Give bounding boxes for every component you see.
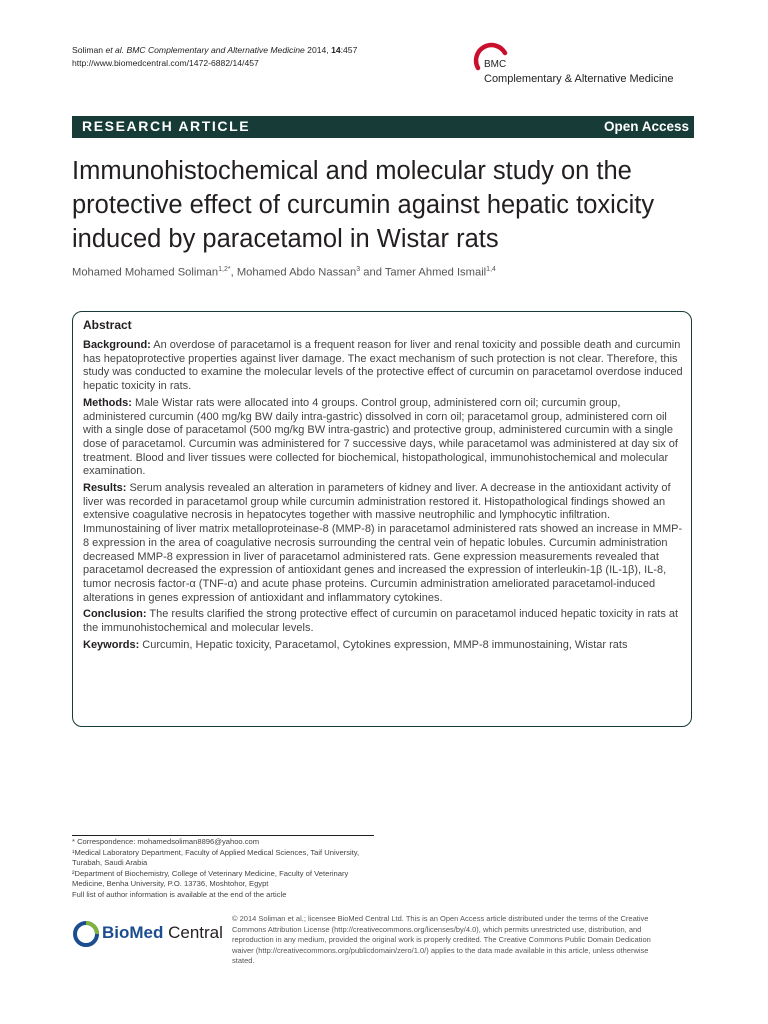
citation-page: :457 bbox=[340, 45, 358, 55]
correspondence-note[interactable]: * Correspondence: mohamedsoliman8896@yahoo.com bbox=[72, 837, 260, 846]
author-1[interactable]: Mohamed Mohamed Soliman bbox=[72, 266, 219, 279]
abstract-keywords bbox=[83, 639, 683, 653]
article-type-label: RESEARCH ARTICLE bbox=[82, 118, 251, 134]
section-label: Conclusion: bbox=[83, 608, 147, 621]
citation-etal: et al. bbox=[105, 45, 125, 55]
abstract-background bbox=[83, 339, 683, 394]
citation-authors: Soliman bbox=[72, 45, 106, 55]
license-text: © 2014 Soliman et al.; licensee BioMed Central Ltd. This is an Open Access article distributed under the terms of the Creative Commons Attribution License (http://creativecommons.org/licenses/by/4.0), which permits unrestricted use, distribution, and reproduction in any medium, provided the original work is properly credited. The Creative Commons Public Domain Dedication waiver (http://creativecommons.org/publicdomain/zero/1.0/) applies to the data made available in this article, unless otherwise stated. bbox=[232, 914, 651, 966]
citation-line bbox=[72, 44, 357, 57]
article-url[interactable]: http://www.biomedcentral.com/1472-6882/14/457 bbox=[72, 57, 259, 68]
author-list bbox=[72, 266, 496, 279]
affiliation-1: ¹Medical Laboratory Department, Faculty of Applied Medical Sciences, Taif University, Turabah, Saudi Arabia bbox=[72, 847, 360, 867]
section-text: Male Wistar rats were allocated into 4 groups. Control group, administered corn oil; curcumin group, administered curcumin (400 mg/kg BW daily intra-gastric) dissolved in corn oil; paracetamol group, administered corn oil with a single dose of paracetamol (500 mg/kg BW intra-gastric) and protective group, administered curcumin with a single dose of paracetamol. Curcumin was administered for 7 successive days, while paracetamol was administered at day six of treatment. Blood and liver tissues were collected for biochemical, histopathological, immunohistochemical and molecular examination. bbox=[83, 396, 678, 478]
section-text: Serum analysis revealed an alteration in parameters of kidney and liver. A decrease in the antioxidant activity of liver was recorded in paracetamol group while curcumin administration restored it. Histopathological findings showed an extensive coagulative necrosis in hepatocytes together with massive neutrophilic and lymphocytic infiltration. Immunostaining of liver matrix metalloproteinase-8 (MMP-8) in paracetamol administered rats showed an increase in MMP-8 expression in the area of coagulative necrosis surrounding the central vein of hepatic lobules. Curcumin administration decreased MMP-8 expression in liver of paracetamol administered rats. Gene expression measurements revealed that paracetamol decreased the expression of antioxidant genes and increased the expression of interleukin-1β (IL-1β), IL-8, tumor necrosis factor-α (TNF-α) and acute phase proteins. Curcumin administration ameliorated paracetamol-induced alterations in genes expression of antioxidant and inflammatory cytokines. bbox=[83, 482, 683, 604]
citation-volume: 14 bbox=[331, 45, 341, 55]
biomed-central-logo bbox=[72, 918, 232, 952]
wordmark-med: Med bbox=[129, 923, 164, 942]
section-text: Curcumin, Hepatic toxicity, Paracetamol, Cytokines expression, MMP-8 immunostaining, Wistar rats bbox=[139, 638, 628, 651]
open-access-label: Open Access bbox=[603, 119, 689, 134]
footnote-divider bbox=[72, 835, 374, 836]
abstract-conclusion bbox=[83, 608, 683, 635]
article-title: Immunohistochemical and molecular study on the protective effect of curcumin against hepatic toxicity induced by paracetamol in Wistar rats bbox=[72, 157, 655, 253]
affiliation-2: ²Department of Biochemistry, College of Veterinary Medicine, Faculty of Veterinary Medicine, Benha University, P.O. 13736, Moshtohor, Egypt bbox=[72, 868, 349, 888]
abstract-heading: Abstract bbox=[83, 318, 132, 332]
citation-year: 2014, bbox=[304, 45, 332, 55]
abstract-methods bbox=[83, 397, 683, 479]
author-3-affiliation: 1,4 bbox=[486, 266, 496, 273]
author-1-affiliation: 1,2* bbox=[218, 266, 231, 273]
section-label: Background: bbox=[83, 339, 151, 351]
abstract-box bbox=[72, 311, 692, 727]
journal-name: Complementary & Alternative Medicine bbox=[484, 73, 674, 85]
logo-bmc-text: BMC bbox=[484, 59, 507, 70]
section-text: An overdose of paracetamol is a frequent reason for liver and renal toxicity and possible death and curcumin has hepatoprotective properties against liver damage. The exact mechanism of such protection is not clear. Therefore, this study was conducted to examine the molecular levels of the protective effect of curcumin on paracetamol overdose induced hepatic toxicity in rats. bbox=[83, 339, 683, 393]
citation-header bbox=[72, 44, 357, 69]
wordmark-central: Central bbox=[163, 923, 223, 942]
section-label: Methods: bbox=[83, 396, 132, 409]
author-2[interactable]: , Mohamed Abdo Nassan bbox=[230, 266, 357, 279]
section-label: Keywords: bbox=[83, 638, 140, 651]
biomed-central-emblem-icon bbox=[72, 920, 100, 948]
footnotes bbox=[72, 837, 377, 900]
author-3[interactable]: and Tamer Ahmed Ismail bbox=[360, 266, 487, 279]
journal-logo bbox=[472, 42, 702, 92]
section-text: The results clarified the strong protective effect of curcumin on paracetamol induced hepatic toxicity in rats at the immunohistochemical and molecular levels. bbox=[83, 608, 679, 635]
biomed-central-wordmark bbox=[102, 923, 223, 943]
wordmark-bio: Bio bbox=[102, 923, 130, 942]
section-label: Results: bbox=[83, 482, 127, 495]
author-info-note: Full list of author information is available at the end of the article bbox=[72, 889, 287, 899]
citation-journal: BMC Complementary and Alternative Medicine bbox=[124, 45, 305, 55]
abstract-results bbox=[83, 482, 683, 605]
article-type-banner bbox=[72, 116, 694, 138]
author-2-affiliation: 3 bbox=[356, 266, 361, 273]
